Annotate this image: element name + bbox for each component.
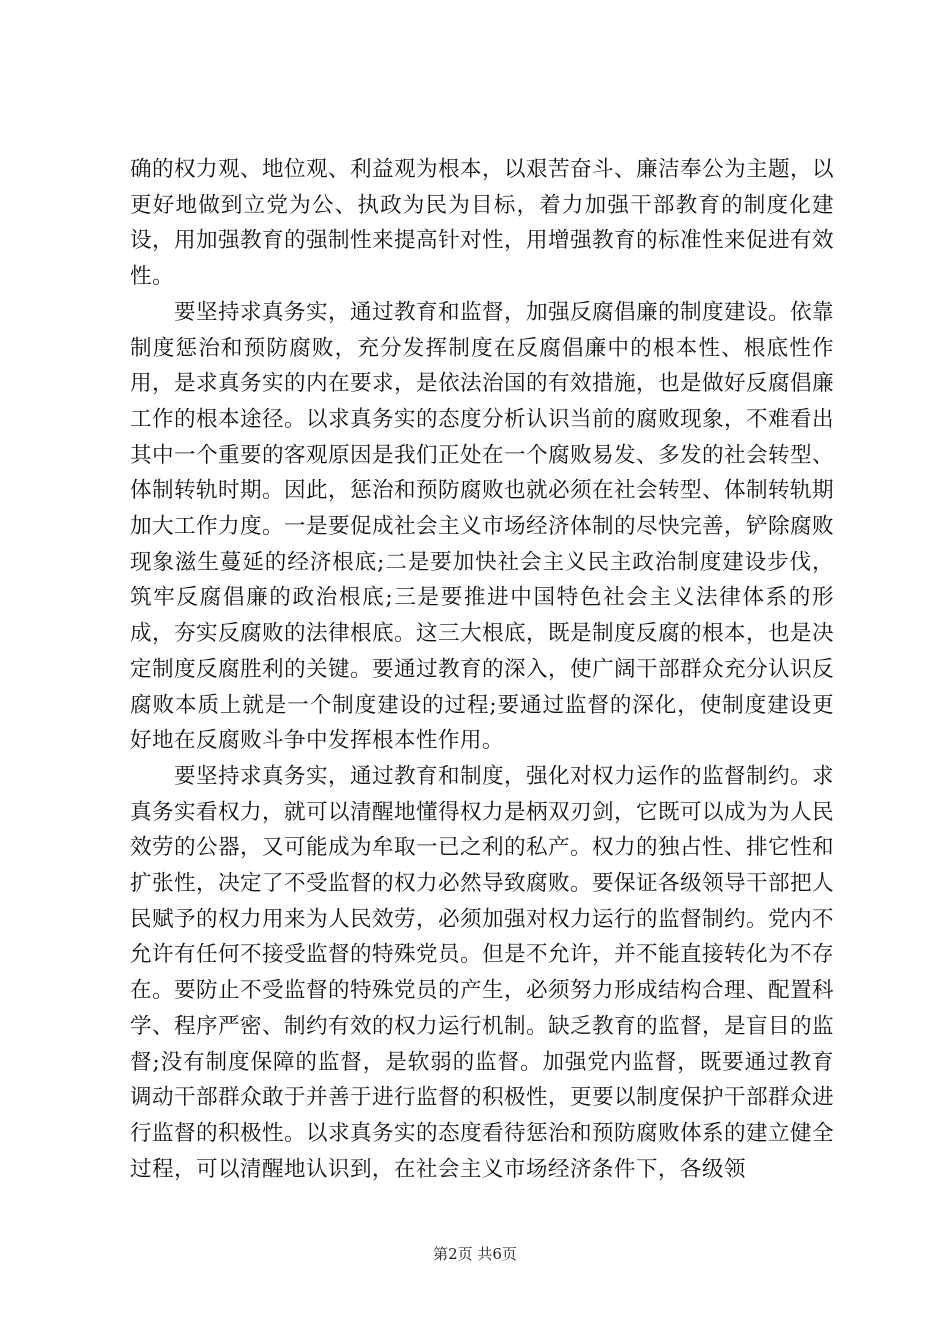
document-body	[130, 152, 834, 1187]
paragraph-1: 确的权力观、地位观、利益观为根本，以艰苦奋斗、廉洁奉公为主题，以更好地做到立党为公、执政为民为目标，着力加强干部教育的制度化建设，用加强教育的强制性来提高针对性，用增强教育的标准性来促进有效性。	[130, 157, 834, 290]
page-footer: 第2页 共6页	[433, 1245, 517, 1263]
paragraph-2: 要坚持求真务实，通过教育和监督，加强反腐倡廉的制度建设。依靠制度惩治和预防腐败，充分发挥制度在反腐倡廉中的根本性、根底性作用，是求真务实的内在要求，是依法治国的有效措施，也是做好反腐倡廉工作的根本途径。以求真务实的态度分析认识当前的腐败现象，不难看出其中一个重要的客观原因是我们正处在一个腐败易发、多发的社会转型、体制转轨时期。因此，惩治和预防腐败也就必须在社会转型、体制转轨期加大工作力度。一是要促成社会主义市场经济体制的尽快完善，铲除腐败现象滋生蔓延的经济根底;二是要加快社会主义民主政治制度建设步伐，筑牢反腐倡廉的政治根底;三是要推进中国特色社会主义法律体系的形成，夯实反腐败的法律根底。这三大根底，既是制度反腐的根本，也是决定制度反腐胜利的关键。要通过教育的深入，使广阔干部群众充分认识反腐败本质上就是一个制度建设的过程;要通过监督的深化，使制度建设更好地在反腐败斗争中发挥根本性作用。	[130, 299, 834, 754]
paragraph-3: 要坚持求真务实，通过教育和制度，强化对权力运作的监督制约。求真务实看权力，就可以清醒地懂得权力是柄双刃剑，它既可以成为为人民效劳的公器，又可能成为牟取一已之利的私产。权力的独占性、排它性和扩张性，决定了不受监督的权力必然导致腐败。要保证各级领导干部把人民赋予的权力用来为人民效劳，必须加强对权力运行的监督制约。党内不允许有任何不接受监督的特殊党员。但是不允许，并不能直接转化为不存在。要防止不受监督的特殊党员的产生，必须努力形成结构合理、配置科学、程序严密、制约有效的权力运行机制。缺乏教育的监督，是盲目的监督;没有制度保障的监督，是软弱的监督。加强党内监督，既要通过教育调动干部群众敢于并善于进行监督的积极性，更要以制度保护干部群众进行监督的积极性。以求真务实的态度看待惩治和预防腐败体系的建立健全过程，可以清醒地认识到，在社会主义市场经济条件下，各级领	[130, 763, 834, 1182]
